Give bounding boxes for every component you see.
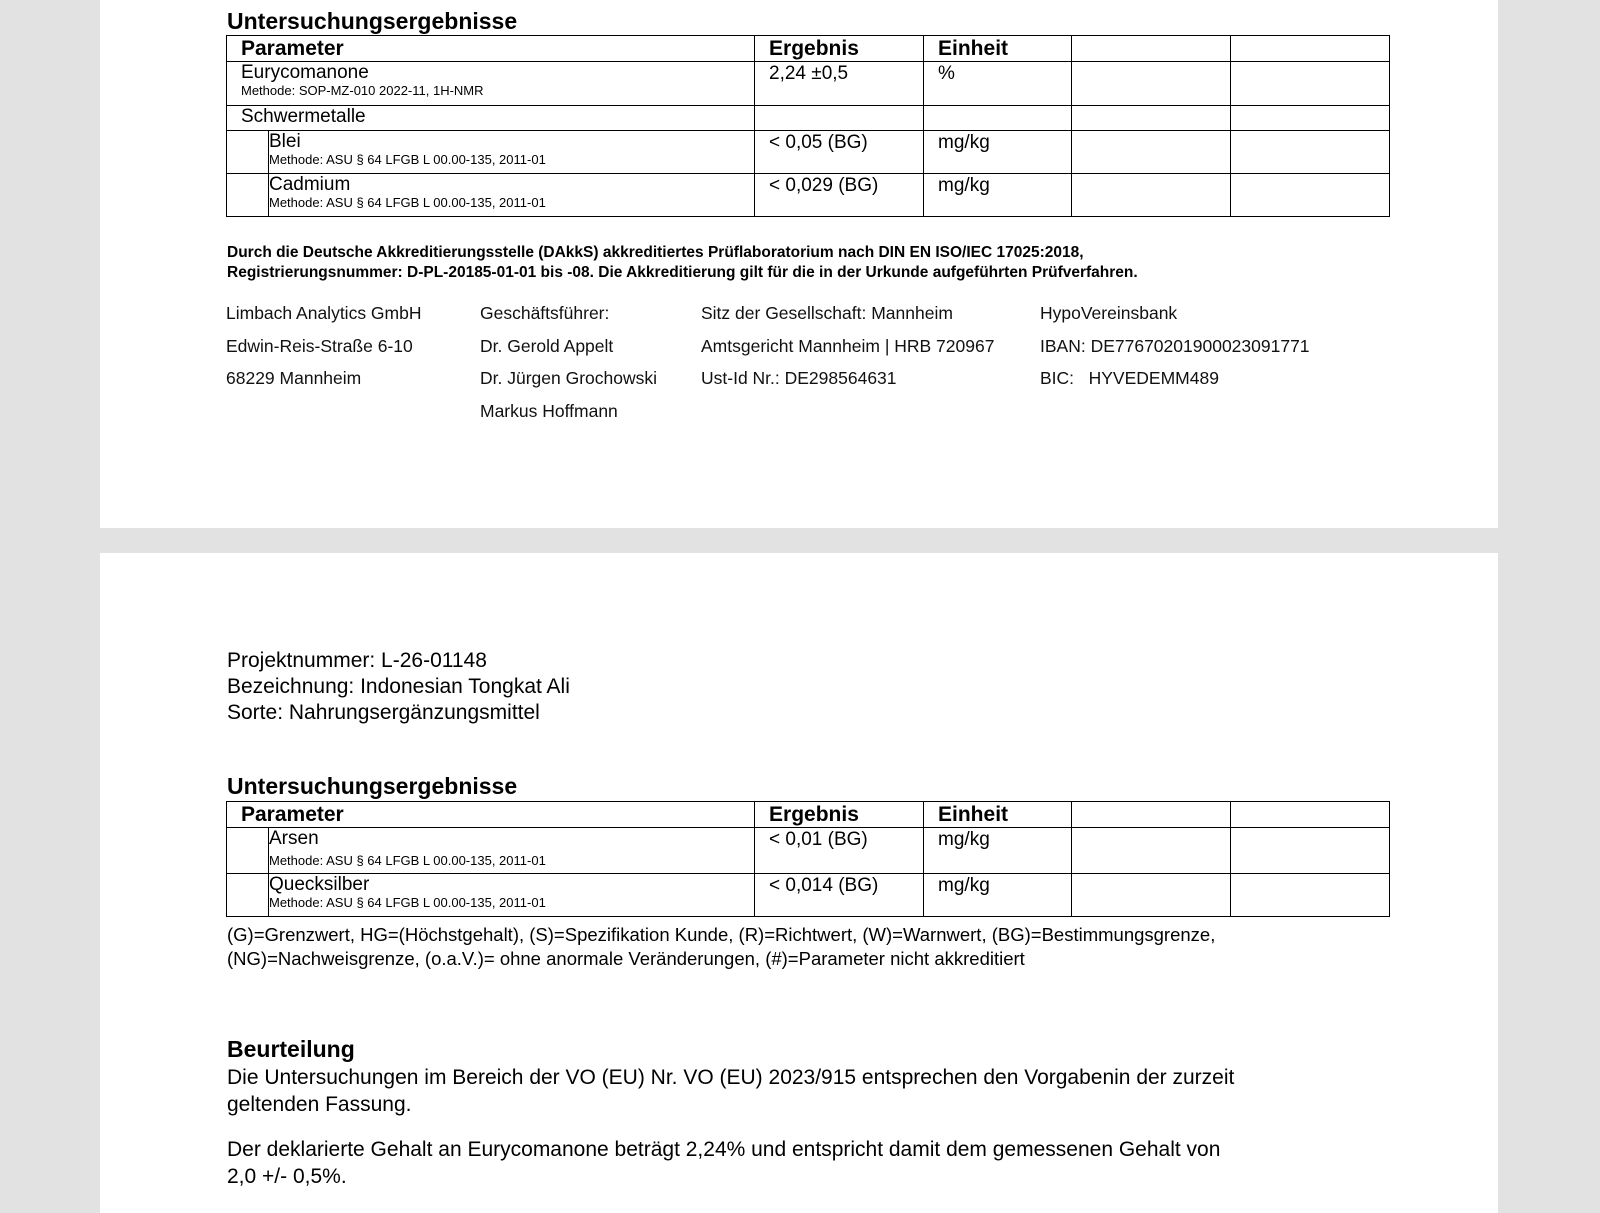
results-table	[226, 35, 1390, 217]
empty-cell	[1231, 174, 1390, 217]
report-page-1	[100, 0, 1498, 528]
unit-value: mg/kg	[924, 828, 1072, 874]
company-city: 68229 Mannheim	[226, 368, 362, 388]
project-info	[227, 648, 570, 726]
header-parameter: Parameter	[227, 36, 755, 62]
empty-cell	[1231, 131, 1390, 174]
method-text: Methode: ASU § 64 LFGB L 00.00-135, 2011-01	[269, 895, 546, 910]
unit-value: mg/kg	[924, 174, 1072, 217]
accreditation-line-2: Registrierungsnummer: D-PL-20185-01-01 bis -08. Die Akkreditierung gilt für die in der Urkunde aufgeführten Prüfverfahren.	[227, 264, 1138, 281]
header-result: Ergebnis	[755, 36, 924, 62]
manager-name: Dr. Gerold Appelt	[480, 335, 614, 356]
parameter-name: Eurycomanone	[241, 62, 369, 83]
parameter-name: Cadmium	[269, 174, 351, 195]
assessment-title: Beurteilung	[227, 1036, 355, 1062]
unit-value: mg/kg	[924, 131, 1072, 174]
table-row	[227, 828, 1390, 874]
empty-cell	[924, 106, 1072, 131]
manager-name: Dr. Jürgen Grochowski	[480, 368, 658, 388]
sample-variety: Sorte: Nahrungsergänzungsmittel	[227, 701, 540, 724]
empty-cell	[1072, 874, 1231, 917]
assessment-p2-line-2: 2,0 +/- 0,5%.	[227, 1165, 347, 1188]
empty-cell	[1072, 131, 1231, 174]
table-row	[227, 174, 1390, 217]
group-name: Schwermetalle	[241, 106, 366, 127]
parameter-name: Quecksilber	[269, 874, 370, 895]
empty-cell	[1072, 106, 1231, 131]
indent-cell	[227, 874, 269, 917]
empty-cell	[1231, 62, 1390, 106]
footer-registry	[701, 297, 994, 395]
parameter-name: Blei	[269, 131, 301, 152]
empty-cell	[1072, 62, 1231, 106]
assessment-p1-line-2: geltenden Fassung.	[227, 1093, 412, 1116]
empty-cell	[1231, 874, 1390, 917]
company-name: Limbach Analytics GmbH	[226, 303, 422, 323]
empty-cell	[1231, 106, 1390, 131]
legend-line-1: (G)=Grenzwert, HG=(Höchstgehalt), (S)=Spezifikation Kunde, (R)=Richtwert, (W)=Warnwert, (BG)=Bestimmungsgrenze,	[227, 924, 1216, 945]
indent-cell	[227, 131, 269, 174]
results-table	[226, 801, 1390, 917]
indent-cell	[227, 828, 269, 874]
company-seat: Sitz der Gesellschaft: Mannheim	[701, 303, 953, 323]
header-result: Ergebnis	[755, 802, 924, 828]
unit-value: mg/kg	[924, 874, 1072, 917]
parameter-cell	[269, 874, 755, 917]
result-value: < 0,029 (BG)	[755, 174, 924, 217]
result-value: < 0,05 (BG)	[755, 131, 924, 174]
accreditation-note	[227, 243, 1507, 283]
result-value: 2,24 ±0,5	[755, 62, 924, 106]
table-group-row	[227, 106, 1390, 131]
court-registry: Amtsgericht Mannheim | HRB 720967	[701, 335, 995, 356]
assessment-paragraph-1	[227, 1064, 1467, 1118]
empty-cell	[1072, 828, 1231, 874]
report-page-2	[100, 553, 1498, 1213]
header-empty-2	[1231, 36, 1390, 62]
unit-value: %	[924, 62, 1072, 106]
footer-management	[480, 297, 657, 427]
project-number: Projektnummer: L-26-01148	[227, 649, 487, 672]
footer-bank	[1040, 297, 1310, 395]
parameter-cell	[269, 174, 755, 217]
header-empty-1	[1072, 36, 1231, 62]
legend-line-2: (NG)=Nachweisgrenze, (o.a.V.)= ohne anormale Veränderungen, (#)=Parameter nicht akkreditiert	[227, 948, 1025, 969]
assessment-paragraph-2	[227, 1136, 1467, 1190]
empty-cell	[1231, 828, 1390, 874]
parameter-cell	[269, 131, 755, 174]
parameter-cell	[227, 62, 755, 106]
table-header-row	[227, 802, 1390, 828]
section-title: Untersuchungsergebnisse	[227, 8, 518, 34]
header-parameter: Parameter	[227, 802, 755, 828]
empty-cell	[755, 106, 924, 131]
method-text: Methode: ASU § 64 LFGB L 00.00-135, 2011-01	[269, 152, 546, 167]
method-text: Methode: ASU § 64 LFGB L 00.00-135, 2011-01	[269, 853, 546, 868]
table-row	[227, 131, 1390, 174]
parameter-cell	[269, 828, 755, 874]
section-title: Untersuchungsergebnisse	[227, 773, 518, 799]
footer-company	[226, 297, 422, 395]
header-empty-2	[1231, 802, 1390, 828]
abbreviation-legend	[227, 923, 1467, 971]
group-cell	[227, 106, 755, 131]
header-unit: Einheit	[924, 802, 1072, 828]
empty-cell	[1072, 174, 1231, 217]
table-row	[227, 874, 1390, 917]
table-row	[227, 62, 1390, 106]
result-value: < 0,01 (BG)	[755, 828, 924, 874]
accreditation-line-1: Durch die Deutsche Akkreditierungsstelle (DAkkS) akkreditiertes Prüflaboratorium nach DIN EN ISO/IEC 17025:2018,	[227, 244, 1084, 261]
bank-name: HypoVereinsbank	[1040, 303, 1178, 323]
method-text: Methode: SOP-MZ-010 2022-11, 1H-NMR	[241, 83, 484, 98]
manager-name: Markus Hoffmann	[480, 400, 618, 421]
company-street: Edwin-Reis-Straße 6-10	[226, 335, 413, 356]
bank-iban: IBAN: DE77670201900023091771	[1040, 335, 1310, 356]
method-text: Methode: ASU § 64 LFGB L 00.00-135, 2011-01	[269, 195, 546, 210]
assessment-p2-line-1: Der deklarierte Gehalt an Eurycomanone beträgt 2,24% und entspricht damit dem gemessenen Gehalt von	[227, 1138, 1221, 1161]
assessment-p1-line-1: Die Untersuchungen im Bereich der VO (EU) Nr. VO (EU) 2023/915 entsprechen den Vorgabenin der zurzeit	[227, 1066, 1235, 1089]
table-header-row	[227, 36, 1390, 62]
header-empty-1	[1072, 802, 1231, 828]
management-label: Geschäftsführer:	[480, 303, 610, 323]
result-value: < 0,014 (BG)	[755, 874, 924, 917]
parameter-name: Arsen	[269, 828, 319, 849]
header-unit: Einheit	[924, 36, 1072, 62]
bank-bic: BIC: HYVEDEMM489	[1040, 368, 1219, 388]
vat-id: Ust-Id Nr.: DE298564631	[701, 368, 897, 388]
sample-designation: Bezeichnung: Indonesian Tongkat Ali	[227, 675, 570, 698]
indent-cell	[227, 174, 269, 217]
